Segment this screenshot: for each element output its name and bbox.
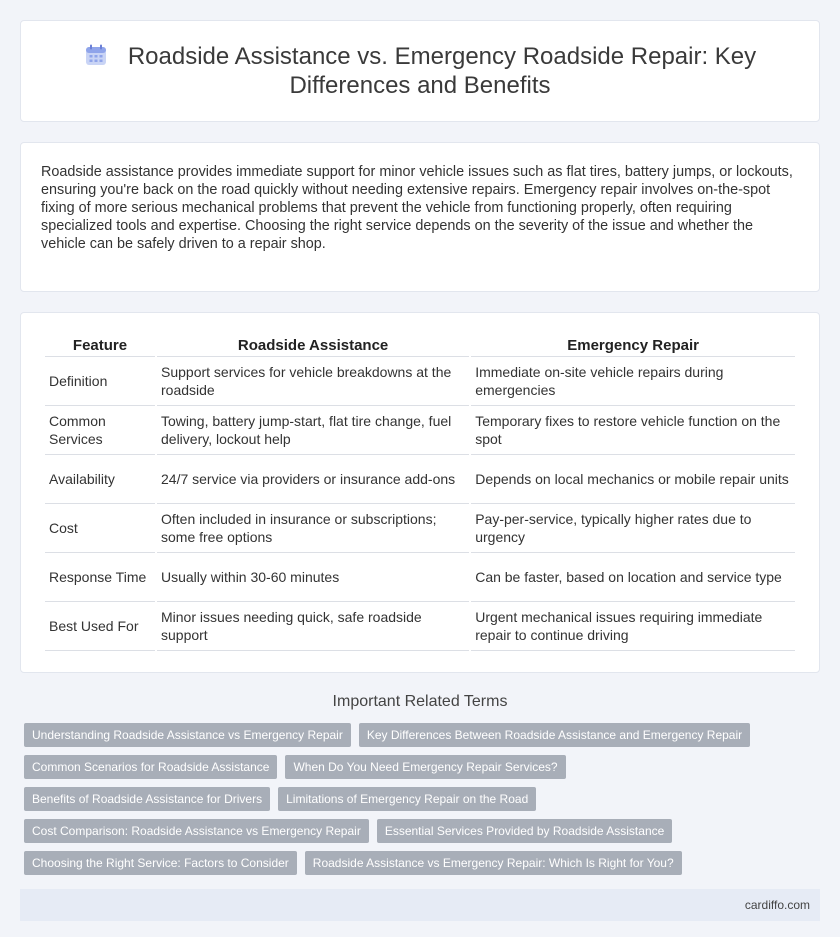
- row-roadside: Support services for vehicle breakdowns at the roadside: [157, 357, 469, 406]
- related-terms-title: Important Related Terms: [332, 693, 508, 710]
- footer: [20, 889, 820, 921]
- table-header-row: [45, 333, 795, 357]
- row-feature: Response Time: [45, 553, 155, 602]
- footer-site[interactable]: cardiffo.com: [744, 898, 810, 912]
- row-feature: Availability: [45, 455, 155, 504]
- related-term-tag[interactable]: Limitations of Emergency Repair on the Road: [278, 787, 536, 811]
- row-emergency: Pay-per-service, typically higher rates due to urgency: [471, 504, 795, 553]
- row-roadside: 24/7 service via providers or insurance add-ons: [157, 455, 469, 504]
- table-row: [45, 553, 795, 602]
- row-roadside: Usually within 30-60 minutes: [157, 553, 469, 602]
- related-term-tag[interactable]: Key Differences Between Roadside Assistance and Emergency Repair: [359, 723, 750, 747]
- related-term-tag[interactable]: Benefits of Roadside Assistance for Drivers: [24, 787, 270, 811]
- related-term-tag[interactable]: Cost Comparison: Roadside Assistance vs Emergency Repair: [24, 819, 369, 843]
- row-feature: Cost: [45, 504, 155, 553]
- comparison-table: [43, 333, 797, 651]
- comparison-table-card: [20, 312, 820, 673]
- page-title: [61, 42, 779, 100]
- title-card: [20, 20, 820, 122]
- row-emergency: Urgent mechanical issues requiring immediate repair to continue driving: [471, 602, 795, 651]
- intro-card: [20, 142, 820, 292]
- related-term-tag[interactable]: Understanding Roadside Assistance vs Emergency Repair: [24, 723, 351, 747]
- related-term-tag[interactable]: When Do You Need Emergency Repair Services?: [285, 755, 565, 779]
- table-row: [45, 406, 795, 455]
- row-roadside: Minor issues needing quick, safe roadside support: [157, 602, 469, 651]
- row-feature: Common Services: [45, 406, 155, 455]
- related-term-tag[interactable]: Essential Services Provided by Roadside Assistance: [377, 819, 672, 843]
- intro-paragraph: Roadside assistance provides immediate support for minor vehicle issues such as flat tires, battery jumps, or lockouts, ensuring you're back on the road quickly without needing extensive repairs. Emergency repair involves on-the-spot fixing of more serious mechanical problems that prevent the vehicle from functioning properly, often requiring specialized tools and expertise. Choosing the right service depends on the severity of the issue and whether the vehicle can be safely driven to a repair shop.: [41, 164, 793, 252]
- related-term-tag[interactable]: Roadside Assistance vs Emergency Repair: Which Is Right for You?: [305, 851, 682, 875]
- row-emergency: Temporary fixes to restore vehicle function on the spot: [471, 406, 795, 455]
- row-roadside: Often included in insurance or subscriptions; some free options: [157, 504, 469, 553]
- row-roadside: Towing, battery jump-start, flat tire change, fuel delivery, lockout help: [157, 406, 469, 455]
- row-feature: Definition: [45, 357, 155, 406]
- table-row: [45, 504, 795, 553]
- table-row: [45, 455, 795, 504]
- table-row: [45, 602, 795, 651]
- header-feature: Feature: [45, 333, 155, 357]
- related-term-tag[interactable]: Common Scenarios for Roadside Assistance: [24, 755, 277, 779]
- page-title-text: Roadside Assistance vs. Emergency Roadside Repair: Key Differences and Benefits: [127, 43, 757, 99]
- related-term-tag[interactable]: Choosing the Right Service: Factors to Consider: [24, 851, 297, 875]
- related-terms-tags: [20, 723, 820, 875]
- related-terms-section: [20, 693, 820, 875]
- row-emergency: Can be faster, based on location and service type: [471, 553, 795, 602]
- header-emergency-repair: Emergency Repair: [471, 333, 795, 357]
- header-roadside-assistance: Roadside Assistance: [157, 333, 469, 357]
- row-emergency: Depends on local mechanics or mobile repair units: [471, 455, 795, 504]
- table-row: [45, 357, 795, 406]
- row-emergency: Immediate on-site vehicle repairs during emergencies: [471, 357, 795, 406]
- calendar-icon: [84, 43, 108, 67]
- row-feature: Best Used For: [45, 602, 155, 651]
